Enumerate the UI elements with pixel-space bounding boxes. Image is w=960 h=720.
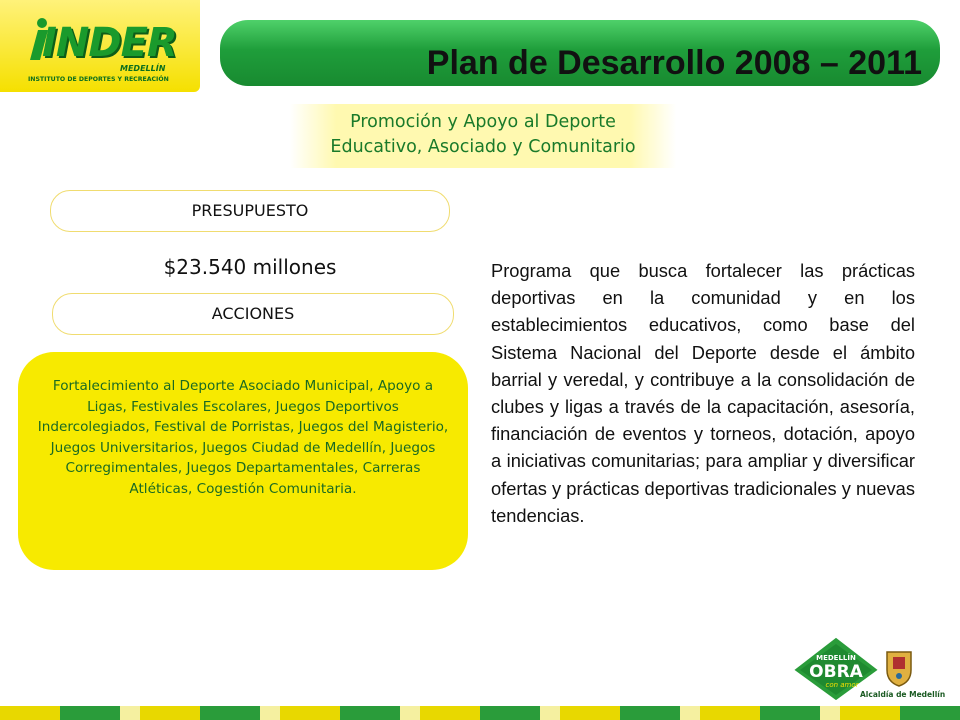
subtitle-line-1: Promoción y Apoyo al Deporte bbox=[350, 112, 616, 132]
logo-word: INDER bbox=[42, 20, 177, 66]
actions-label: ACCIONES bbox=[52, 293, 454, 335]
badge-line-1: MEDELLÍN bbox=[816, 654, 856, 662]
program-subtitle bbox=[290, 104, 676, 168]
budget-value: $23.540 millones bbox=[163, 255, 337, 279]
inder-logo bbox=[0, 0, 200, 92]
program-subtitle-text bbox=[290, 110, 676, 160]
badge-line-3: con amor bbox=[825, 681, 859, 689]
actions-box bbox=[18, 352, 468, 570]
program-description: Programa que busca fortalecer las prácticas deportivas en la comunidad y en los establecimientos educativos, como base del Sistema Nacional del Deporte desde el ámbito barrial y veredal, y contribuye a la consolidación de clubes y ligas a través de la capacitación, asesoría, financiación de eventos y torneos, dotación, apoyo a iniciativas comunitarias; para ampliar y diversificar ofertas y prácticas deportivas tradicionales y nuevas tendencias. bbox=[491, 260, 915, 526]
page-title: Plan de Desarrollo 2008 – 2011 bbox=[426, 44, 922, 82]
footer-stripe bbox=[0, 706, 960, 720]
coat-of-arms-icon bbox=[884, 648, 914, 688]
logo-institute: INSTITUTO DE DEPORTES Y RECREACIÓN bbox=[28, 76, 169, 83]
alcaldia-label: Alcaldía de Medellín bbox=[860, 690, 946, 699]
title-bar bbox=[220, 20, 940, 86]
subtitle-line-2: Educativo, Asociado y Comunitario bbox=[330, 137, 636, 157]
actions-text: Fortalecimiento al Deporte Asociado Municipal, Apoyo a Ligas, Festivales Escolares, Juegos Deportivos Indercolegiados, Festival de Porristas, Juegos del Magisterio, Juegos Universitarios, Juegos Ciudad de Medellín, Juegos Corregimentales, Juegos Departamentales, Carreras Atléticas, Cogestión Comunitaria. bbox=[37, 378, 449, 497]
budget-label: PRESUPUESTO bbox=[50, 190, 450, 232]
logo-city: MEDELLÍN bbox=[120, 64, 166, 73]
badge-line-2: OBRA bbox=[809, 662, 863, 682]
